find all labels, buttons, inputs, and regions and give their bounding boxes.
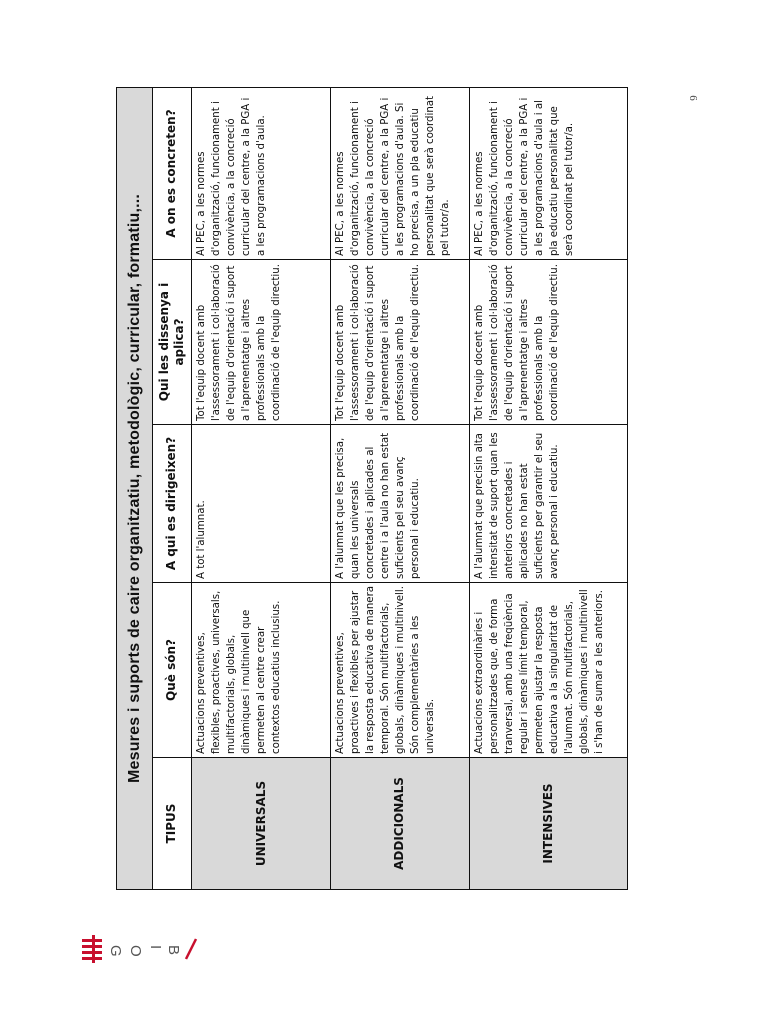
cell-who: A tot l'alumnat. [192, 425, 330, 583]
header-a-qui: A qui es dirigeixen? [152, 425, 192, 583]
goib-logo [70, 925, 210, 975]
header-qui-dissenya: Qui les dissenya i aplica? [152, 260, 192, 425]
header-tipus: TIPUS [152, 758, 192, 890]
type-addicionals: ADDICIONALS [330, 758, 469, 890]
cell-designer: Tot l'equip docent amb l'assessorament i col·laboració de l'equip d'orientació i suport a l'aprenentatge i altres professionals amb la coordinació de l'equip directiu. [192, 260, 330, 425]
cell-designer: Tot l'equip docent amb l'assessorament i col·laboració de l'equip d'orientació i suport a l'aprenentatge i altres professionals amb la coordinació de l'equip directiu. [330, 260, 469, 425]
cell-where: Al PEC, a les normes d'organització, funcionament i convivència, a la concreció curricular del centre, a la PGA i a les programacions d'aula. Si ho precisa, a un pla educatiu personalitat que serà coordinat pel tutor/a. [330, 87, 469, 259]
svg-text:O: O [127, 945, 144, 957]
measures-table [116, 87, 628, 890]
cell-designer: Tot l'equip docent amb l'assessorament i col·laboració de l'equip d'orientació i suport a l'aprenentatge i altres professionals amb la coordinació de l'equip directiu. [470, 260, 628, 425]
cell-what: Actuacions extraordinàries i personalitzades que, de forma tranversal, amb una freqüència regular i sense límit temporal, permeten ajustar la resposta educativa a la singularitat de l'alumnat. Són multifactorials, globals, dinàmiques i multinivell i s'han de sumar a les anteriors. [470, 583, 628, 758]
svg-text:G: G [107, 945, 124, 957]
header-que-son: Què són? [152, 583, 192, 758]
table-row [330, 87, 469, 889]
cell-who: A l'alumnat que les precisa, quan les universals concretades i aplicades al centre i a l'aula no han estat suficients pel seu avanç personal i educatiu. [330, 425, 469, 583]
cell-what: Actuacions preventives, flexibles, proactives, universals, multifactorials, globals, dinàmiques i multinivell que permeten al centre crear contextos educatius inclusius. [192, 583, 330, 758]
cell-where: Al PEC, a les normes d'organització, funcionament i convivència, a la concreció curricular del centre, a la PGA i a les programacions d'aula i al pla educatiu personalitat que serà coordinat pel tutor/a. [470, 87, 628, 259]
measures-table-frame [116, 88, 628, 890]
table-row [192, 87, 330, 889]
svg-text:B: B [165, 945, 182, 956]
cell-who: A l'alumnat que precisin alta intensitat de suport quan les anteriors concretades i aplicades no han estat suficients per garantir el seu avanç personal i educatiu. [470, 425, 628, 583]
svg-text:I: I [147, 945, 164, 950]
header-a-on: A on es concreten? [152, 87, 192, 259]
goib-logo-icon [70, 925, 210, 975]
cell-what: Actuacions preventives, proactives i flexibles per ajustar la resposta educativa de manera temporal. Són multifactorials, globals, dinàmiques i multinivell. Són complementàries a les universals. [330, 583, 469, 758]
table-title: Mesures i suports de caire organitzatiu, metodològic, curricular, formatiu,... [117, 87, 153, 889]
table-row [470, 87, 628, 889]
type-universals: UNIVERSALS [192, 758, 330, 890]
type-intensives: INTENSIVES [470, 758, 628, 890]
page-number: 6 [686, 95, 699, 101]
cell-where: Al PEC, a les normes d'organització, funcionament i convivència, a la concreció curricular del centre, a la PGA i a les programacions d'aula. [192, 87, 330, 259]
